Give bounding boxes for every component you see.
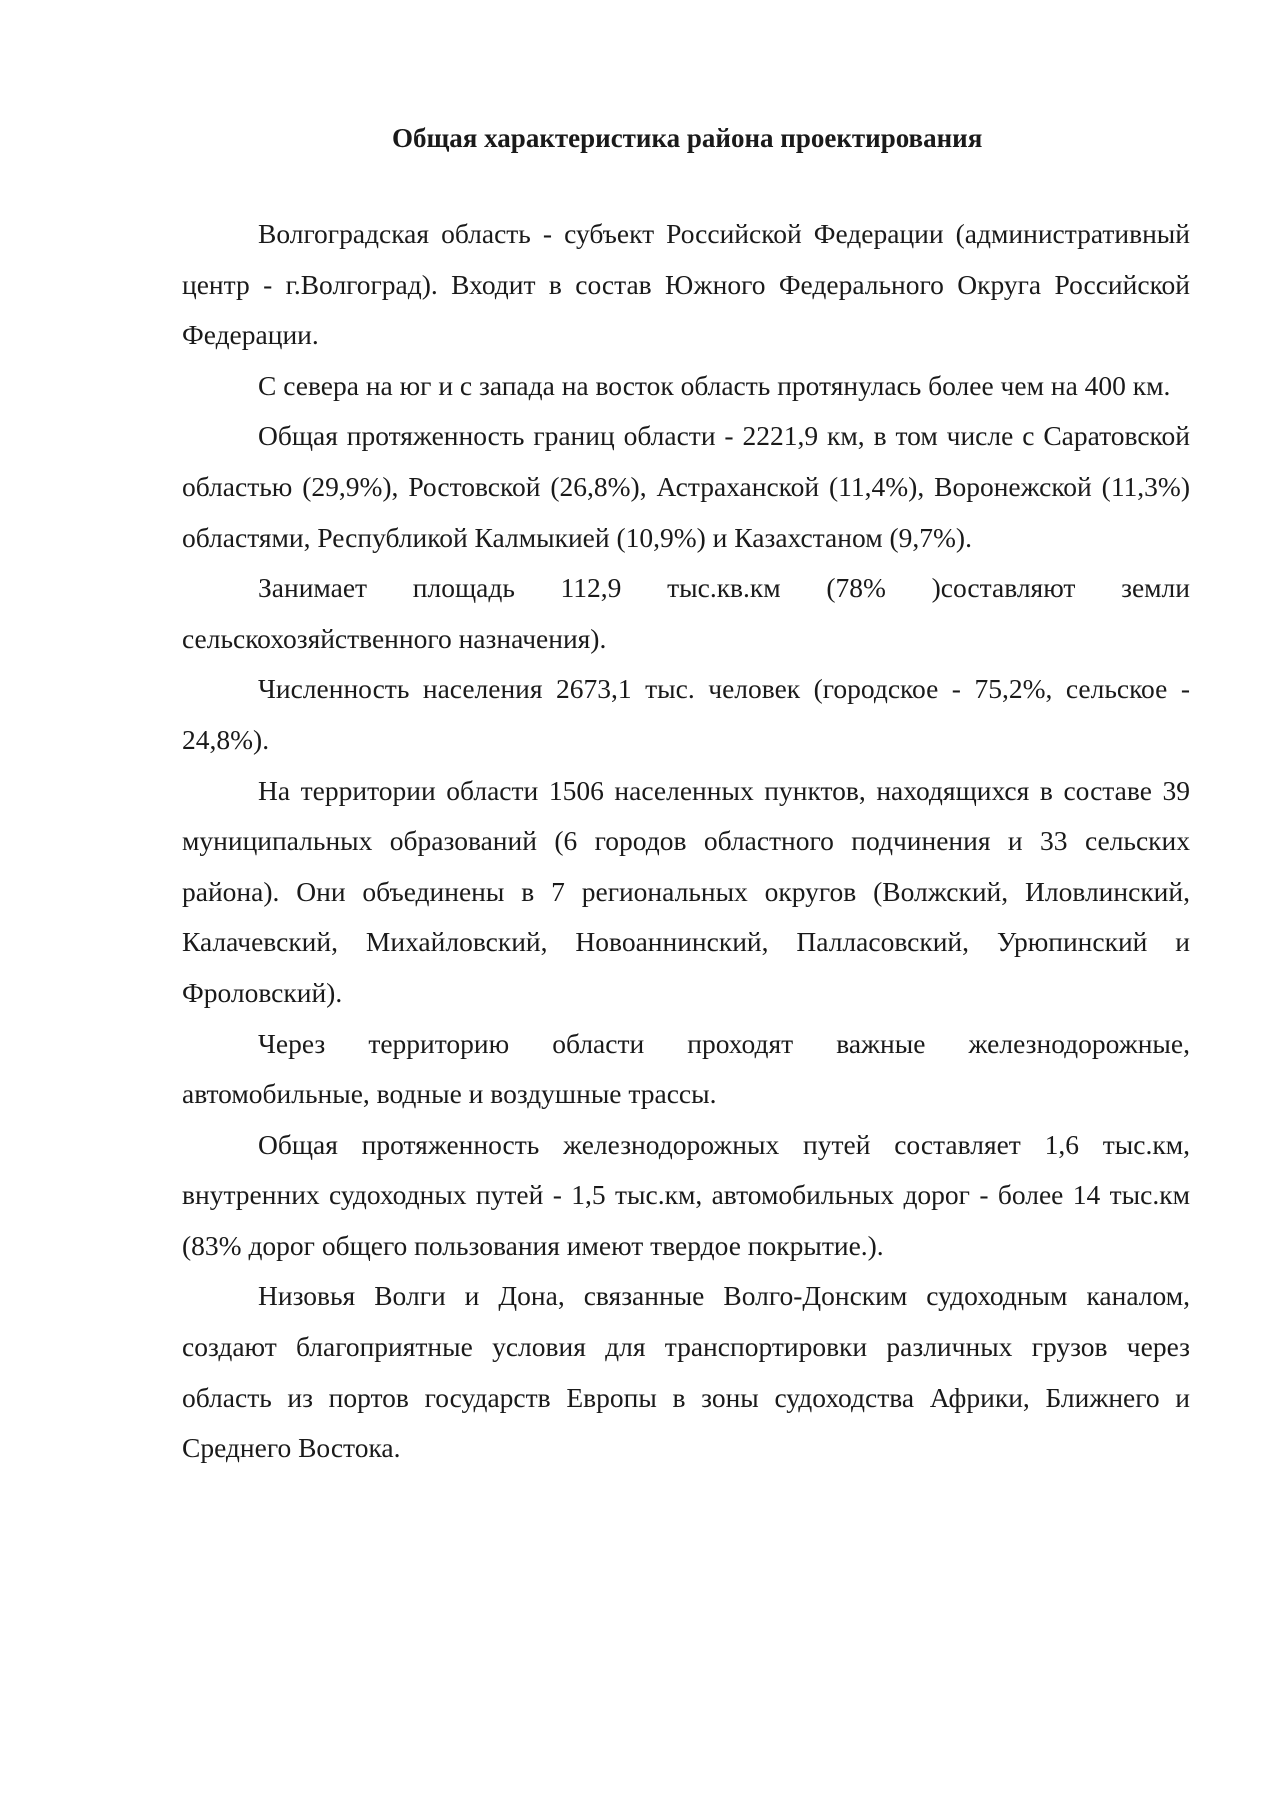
- paragraph-region-status: Волгоградская область - субъект Российской Федерации (административный центр - г.Волгоград). Входит в состав Южного Федерального Округа Российской Федерации.: [182, 218, 1190, 351]
- page-title: Общая характеристика района проектирования: [392, 123, 983, 153]
- document-body: [182, 209, 1190, 1474]
- paragraph-area: Занимает площадь 112,9 тыс.кв.км (78% )составляют земли сельскохозяйственного назначения).: [182, 572, 1190, 654]
- paragraph-transport-routes: Через территорию области проходят важные железнодорожные, автомобильные, водные и воздушные трассы.: [182, 1027, 1190, 1110]
- paragraph-volga-don: Низовья Волги и Дона, связанные Волго-Донским судоходным каналом, создают благоприятные условия для транспортировки различных грузов через область из портов государств Европы в зоны судоходства Африки, Ближнего и Среднего Востока.: [182, 1280, 1190, 1464]
- paragraph-transport-lengths: Общая протяженность железнодорожных путей составляет 1,6 тыс.км, внутренних судоходных путей - 1,5 тыс.км, автомобильных дорог - более 14 тыс.км (83% дорог общего пользования имеют твердое покрытие.).: [182, 1128, 1190, 1261]
- paragraph-population: Численность населения 2673,1 тыс. человек (городское - 75,2%, сельское - 24,8%).: [182, 673, 1190, 755]
- paragraph-region-extent: С севера на юг и с запада на восток область протянулась более чем на 400 км.: [258, 369, 1171, 401]
- paragraph-settlements: На территории области 1506 населенных пунктов, находящихся в составе 39 муниципальных образований (6 городов областного подчинения и 33 сельских района). Они объединены в 7 региональных округов (Волжский, Иловлинский, Калачевский, Михайловский, Новоаннинский, Палласовский, Урюпинский и Фроловский).: [182, 774, 1190, 1008]
- paragraph-borders: Общая протяженность границ области - 2221,9 км, в том числе с Саратовской областью (29,9%), Ростовской (26,8%), Астраханской (11,4%), Воронежской (11,3%) областями, Республикой Калмыкией (10,9%) и Казахстаном (9,7%).: [182, 420, 1190, 553]
